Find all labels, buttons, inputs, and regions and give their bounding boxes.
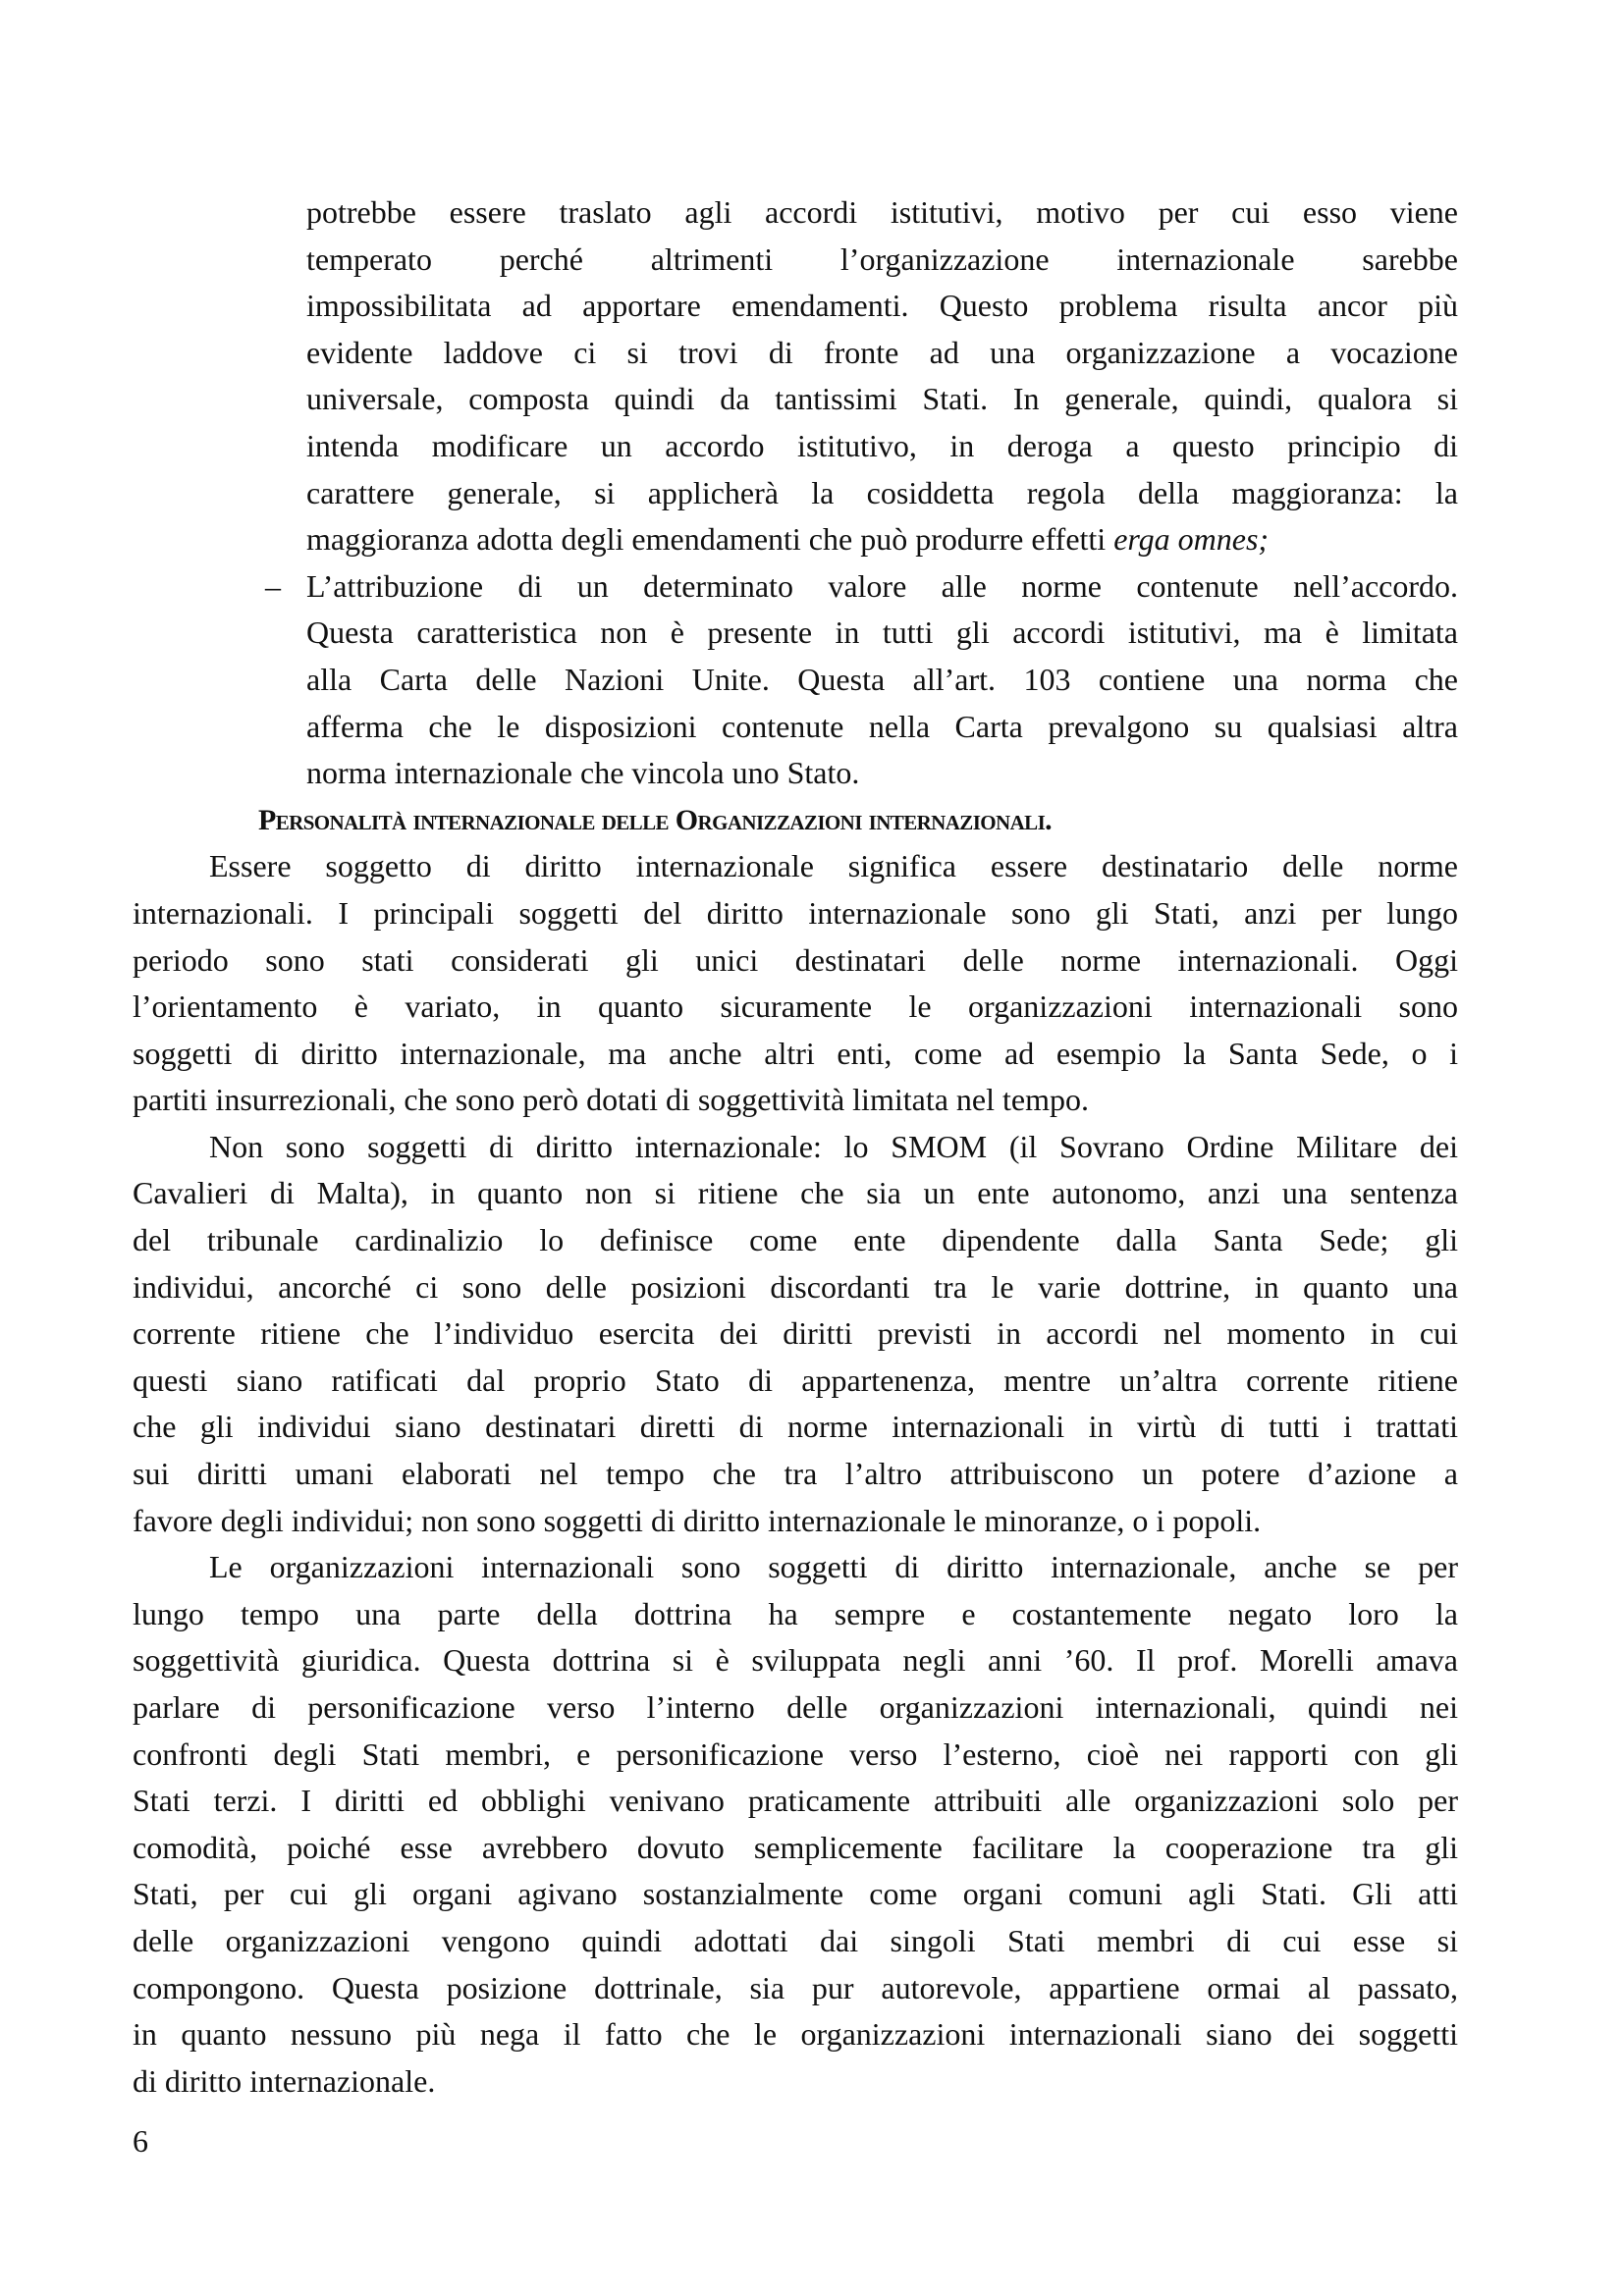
list-item bbox=[133, 563, 1458, 797]
text-line: potrebbe essere traslato agli accordi istitutivi, motivo per cui esso viene bbox=[306, 194, 1458, 230]
text-span: maggioranza adotta degli emendamenti che può produrre effetti bbox=[306, 521, 1114, 558]
paragraph bbox=[133, 843, 1458, 1124]
text-line: favore degli individui; non sono soggetti di diritto internazionale le minoranze, o i popoli. bbox=[133, 1502, 1262, 1538]
text-line: soggetti di diritto internazionale, ma anche altri enti, come ad esempio la Santa Sede, o i bbox=[133, 1035, 1458, 1071]
section-heading: Personalità internazionale delle Organizzazioni internazionali. bbox=[258, 803, 1053, 836]
text-line: sui diritti umani elaborati nel tempo che tra l’altro attribuiscono un potere d’azione a bbox=[133, 1456, 1458, 1492]
text-line: temperato perché altrimenti l’organizzazione internazionale sarebbe bbox=[306, 240, 1458, 277]
text-line: corrente ritiene che l’individuo esercita dei diritti previsti in accordi nel momento in cui bbox=[133, 1315, 1458, 1352]
continued-list-item bbox=[133, 189, 1458, 516]
text-line: Le organizzazioni internazionali sono soggetti di diritto internazionale, anche se per bbox=[209, 1549, 1458, 1585]
page-number: 6 bbox=[133, 2123, 148, 2159]
text-line: soggettività giuridica. Questa dottrina si è sviluppata negli anni ’60. Il prof. Morelli amava bbox=[133, 1642, 1458, 1679]
page-body bbox=[133, 189, 1458, 2105]
text-line: internazionali. I principali soggetti del diritto internazionale sono gli Stati, anzi per lungo bbox=[133, 894, 1458, 931]
text-line: in quanto nessuno più nega il fatto che le organizzazioni internazionali siano dei soggetti bbox=[133, 2016, 1458, 2053]
text-line: parlare di personificazione verso l’interno delle organizzazioni internazionali, quindi nei bbox=[133, 1689, 1458, 1725]
text-line: delle organizzazioni vengono quindi adottati dai singoli Stati membri di cui esse si bbox=[133, 1922, 1458, 1958]
text-line: norma internazionale che vincola uno Stato. bbox=[306, 755, 860, 791]
text-line: Non sono soggetti di diritto internazionale: lo SMOM (il Sovrano Ordine Militare dei bbox=[209, 1128, 1458, 1164]
text-line: lungo tempo una parte della dottrina ha sempre e costantemente negato loro la bbox=[133, 1595, 1458, 1631]
text-line: Questa caratteristica non è presente in tutti gli accordi istitutivi, ma è limitata bbox=[306, 614, 1458, 651]
text-line: confronti degli Stati membri, e personificazione verso l’esterno, cioè nei rapporti con gli bbox=[133, 1735, 1458, 1772]
text-line: evidente laddove ci si trovi di fronte ad una organizzazione a vocazione bbox=[306, 334, 1458, 370]
text-line: comodità, poiché esse avrebbero dovuto semplicemente facilitare la cooperazione tra gli bbox=[133, 1829, 1458, 1865]
text-line: alla Carta delle Nazioni Unite. Questa all’art. 103 contiene una norma che bbox=[306, 661, 1458, 697]
text-line: Essere soggetto di diritto internazionale significa essere destinatario delle norme bbox=[209, 848, 1458, 884]
text-line: Cavalieri di Malta), in quanto non si ritiene che sia un ente autonomo, anzi una sentenza bbox=[133, 1175, 1458, 1211]
text-line: del tribunale cardinalizio lo definisce come ente dipendente dalla Santa Sede; gli bbox=[133, 1222, 1458, 1258]
text-line: periodo sono stati considerati gli unici destinatari delle norme internazionali. Oggi bbox=[133, 941, 1458, 978]
text-line: partiti insurrezionali, che sono però dotati di soggettività limitata nel tempo. bbox=[133, 1082, 1089, 1118]
dash-bullet: – bbox=[265, 567, 281, 604]
text-line: carattere generale, si applicherà la cosiddetta regola della maggioranza: la bbox=[306, 474, 1458, 510]
italic-term: erga omnes; bbox=[1113, 521, 1270, 558]
text-line: di diritto internazionale. bbox=[133, 2062, 436, 2099]
text-line: l’orientamento è variato, in quanto sicuramente le organizzazioni internazionali sono bbox=[133, 988, 1458, 1025]
text-line: afferma che le disposizioni contenute nella Carta prevalgono su qualsiasi altra bbox=[306, 708, 1458, 744]
text-line: Stati, per cui gli organi agivano sostanzialmente come organi comuni agli Stati. Gli atti bbox=[133, 1876, 1458, 1912]
paragraph bbox=[133, 1124, 1458, 1544]
text-line: L’attribuzione di un determinato valore alle norme contenute nell’accordo. bbox=[306, 567, 1458, 604]
text-line: questi siano ratificati dal proprio Stato di appartenenza, mentre un’altra corrente ritiene bbox=[133, 1362, 1458, 1398]
text-line: impossibilitata ad apportare emendamenti. Questo problema risulta ancor più bbox=[306, 288, 1458, 324]
text-line: che gli individui siano destinatari diretti di norme internazionali in virtù di tutti i trattati bbox=[133, 1409, 1458, 1445]
text-line: intenda modificare un accordo istitutivo, in deroga a questo principio di bbox=[306, 427, 1458, 463]
text-line: individui, ancorché ci sono delle posizioni discordanti tra le varie dottrine, in quanto una bbox=[133, 1268, 1458, 1305]
text-line: universale, composta quindi da tantissimi Stati. In generale, quindi, qualora si bbox=[306, 381, 1458, 417]
paragraph bbox=[133, 1544, 1458, 2105]
text-line bbox=[306, 516, 1458, 563]
paragraphs bbox=[133, 843, 1458, 2105]
text-line: compongono. Questa posizione dottrinale, sia pur autorevole, appartiene ormai al passato, bbox=[133, 1969, 1458, 2005]
text-line: Stati terzi. I diritti ed obblighi venivano praticamente attribuiti alle organizzazioni solo per bbox=[133, 1783, 1458, 1819]
